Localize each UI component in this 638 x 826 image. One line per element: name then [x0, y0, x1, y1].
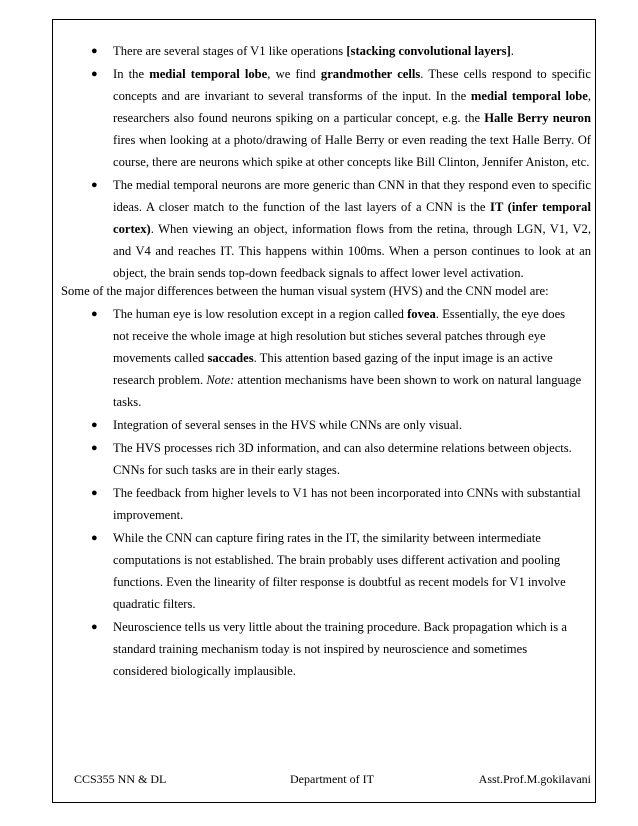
bullet-list-v1: [91, 40, 592, 284]
bullet-icon: ●: [91, 487, 98, 499]
list-item: ● The human eye is low resolution except in a region called fovea. Essentially, the eye does not receive the whole image at high resolution but stiches several patches through eye movements called saccades. This attention based gazing of the input image is an active research problem. Note: attention mechanisms have been shown to work on natural language tasks.: [113, 303, 583, 413]
page-footer: [74, 771, 591, 787]
bullet-icon: ●: [91, 532, 98, 544]
list-item: ● Integration of several senses in the HVS while CNNs are only visual.: [113, 414, 583, 436]
bullet-icon: ●: [91, 621, 98, 633]
bullet-icon: ●: [91, 308, 98, 320]
bullet-icon: ●: [91, 68, 98, 80]
list-item: ● The medial temporal neurons are more generic than CNN in that they respond even to specific ideas. A closer match to the function of the last layers of a CNN is the IT (infer temporal cortex). When viewing an object, information flows from the retina, through LGN, V1, V2, and V4 and reaches IT. This happens within 100ms. When a person continues to look at an object, the brain sends top-down feedback signals to affect lower level activation.: [113, 174, 591, 284]
bullet-icon: ●: [91, 179, 98, 191]
list-item: ● The feedback from higher levels to V1 has not been incorporated into CNNs with substantial improvement.: [113, 482, 583, 526]
list-item: ● There are several stages of V1 like operations [stacking convolutional layers].: [113, 40, 591, 62]
bullet-icon: ●: [91, 442, 98, 454]
bullet-icon: ●: [91, 45, 98, 57]
list-item: ● In the medial temporal lobe, we find grandmother cells. These cells respond to specific concepts and are invariant to several transforms of the input. In the medial temporal lobe, researchers also found neurons spiking on a particular concept, e.g. the Halle Berry neuron fires when looking at a photo/drawing of Halle Berry or even reading the text Halle Berry. Of course, there are neurons which spike at other concepts like Bill Clinton, Jennifer Aniston, etc.: [113, 63, 591, 173]
footer-department: Department of IT: [290, 772, 374, 786]
list-item: ● While the CNN can capture firing rates in the IT, the similarity between intermediate computations is not established. The brain probably uses different activation and pooling functions. Even the linearity of filter response is doubtful as recent models for V1 involve quadratic filters.: [113, 527, 583, 615]
footer-author: Asst.Prof.M.gokilavani: [478, 772, 591, 786]
differences-intro: Some of the major differences between the human visual system (HVS) and the CNN model are:: [61, 284, 549, 298]
footer-course-code: CCS355 NN & DL: [74, 772, 167, 786]
list-item: ● Neuroscience tells us very little about the training procedure. Back propagation which is a standard training mechanism today is not inspired by neuroscience and sometimes considered biologically implausible.: [113, 616, 583, 682]
bullet-list-differences: [91, 303, 583, 682]
list-item: ● The HVS processes rich 3D information, and can also determine relations between objects. CNNs for such tasks are in their early stages.: [113, 437, 583, 481]
bullet-icon: ●: [91, 419, 98, 431]
